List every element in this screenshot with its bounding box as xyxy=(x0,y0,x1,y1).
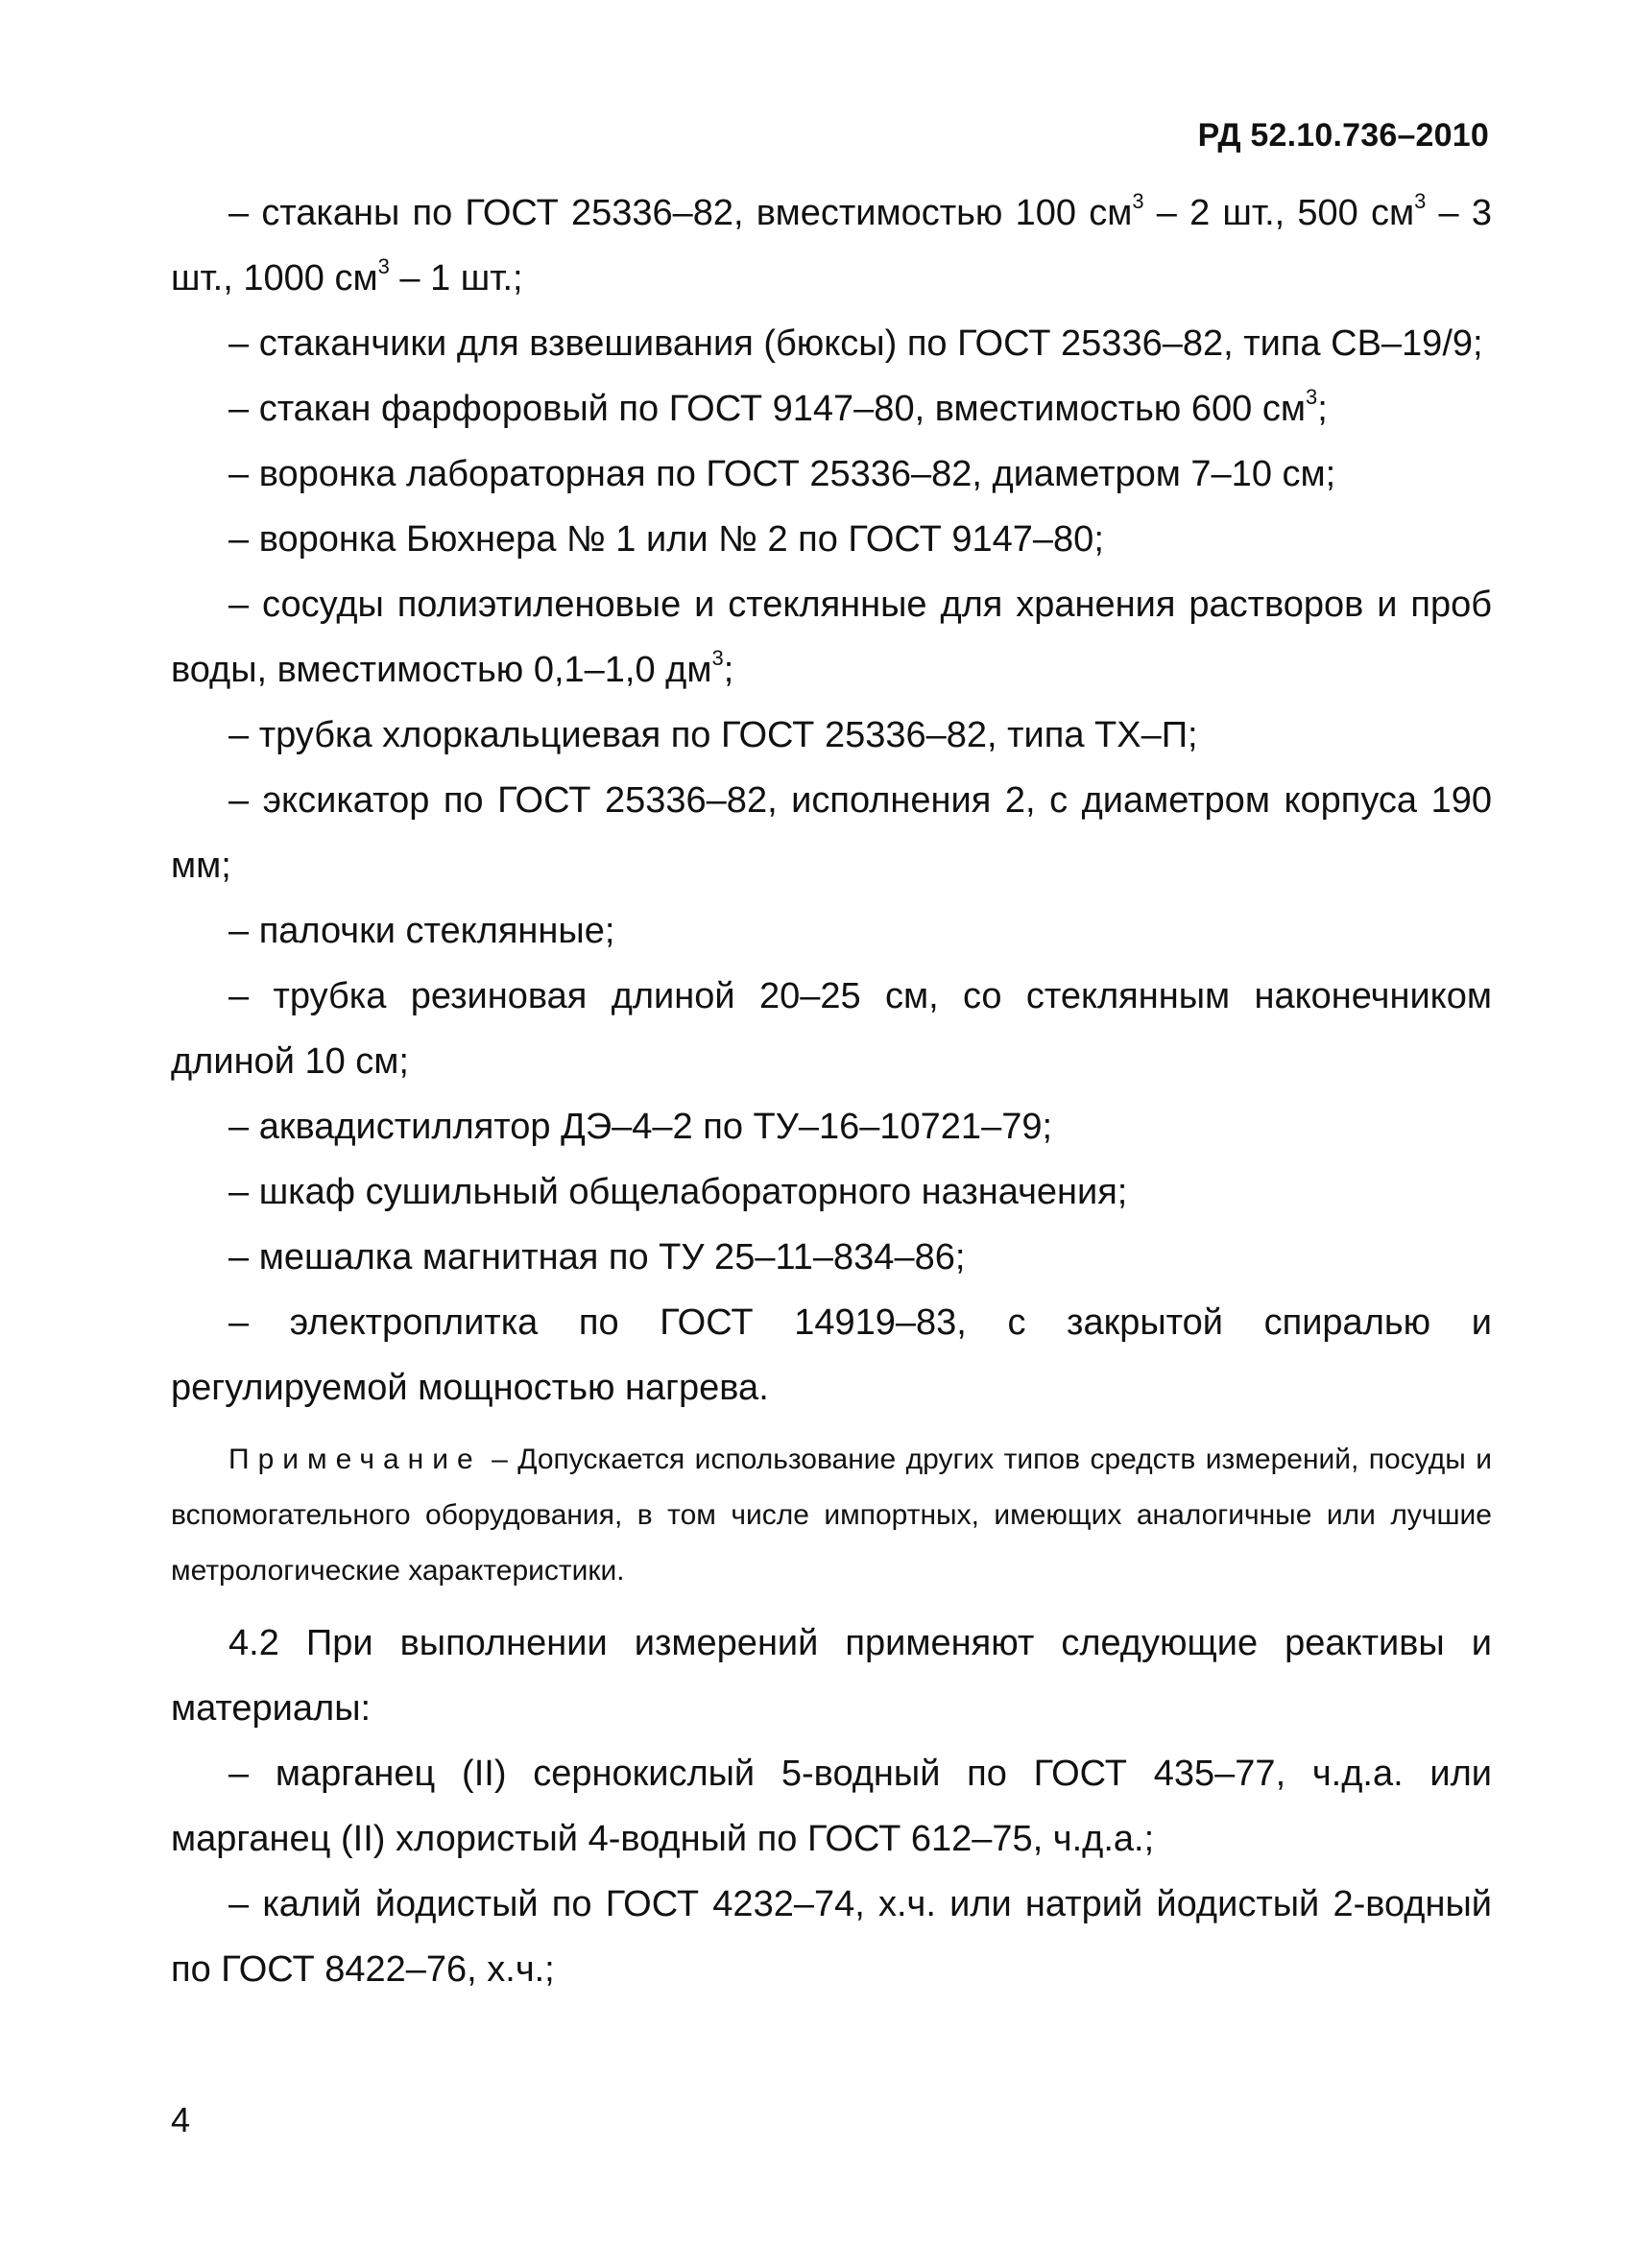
paragraph xyxy=(171,572,1492,703)
superscript: 3 xyxy=(711,646,724,671)
paragraph xyxy=(171,1225,1492,1290)
paragraph xyxy=(171,1094,1492,1159)
text-run: ; xyxy=(1317,389,1328,429)
text-run: – электроплитка по ГОСТ 14919–83, с закрытой спиралью и регулируемой мощностью нагрева. xyxy=(171,1302,1492,1408)
reagents-list xyxy=(171,1611,1492,2002)
paragraph xyxy=(171,1872,1492,2002)
text-run: – стаканы по ГОСТ 25336–82, вместимостью 100 см xyxy=(228,193,1133,233)
text-run: – 2 шт., 500 см xyxy=(1143,193,1415,233)
paragraph xyxy=(171,376,1492,442)
paragraph xyxy=(171,180,1492,311)
paragraph xyxy=(171,768,1492,898)
text-run: – трубка резиновая длиной 20–25 см, со стеклянным наконечником длиной 10 см; xyxy=(171,976,1492,1082)
note-paragraph xyxy=(171,1432,1492,1599)
text-run: – воронка лабораторная по ГОСТ 25336–82, диаметром 7–10 см; xyxy=(228,454,1336,494)
paragraph xyxy=(171,507,1492,572)
text-run: 4.2 При выполнении измерений применяют следующие реактивы и материалы: xyxy=(171,1623,1492,1729)
paragraph xyxy=(171,1290,1492,1420)
paragraph xyxy=(171,442,1492,507)
paragraph xyxy=(171,311,1492,376)
superscript: 3 xyxy=(1414,189,1427,214)
paragraph xyxy=(171,1159,1492,1225)
text-run: – палочки стеклянные; xyxy=(228,911,615,951)
text-run: – аквадистиллятор ДЭ–4–2 по ТУ–16–10721–79; xyxy=(228,1107,1053,1147)
note-label: Примечание xyxy=(228,1444,482,1475)
superscript: 3 xyxy=(1305,385,1318,410)
equipment-list xyxy=(171,180,1492,1420)
superscript: 3 xyxy=(1132,189,1144,214)
text-run: ; xyxy=(723,650,734,690)
text-run: – эксикатор по ГОСТ 25336–82, исполнения 2, с диаметром корпуса 190 мм; xyxy=(171,780,1492,886)
text-run: – стаканчики для взвешивания (бюксы) по ГОСТ 25336–82, типа СВ–19/9; xyxy=(228,323,1483,364)
paragraph xyxy=(171,1611,1492,1741)
note-text: – Допускается использование других типов средств измерений, посуды и вспомогательного оборудования, в том числе импортных, имеющих аналогичные или лучшие метрологические характеристики. xyxy=(171,1444,1492,1587)
text-run: – 3 шт., 1000 см xyxy=(171,193,1493,298)
paragraph xyxy=(171,898,1492,964)
text-run: – воронка Бюхнера № 1 или № 2 по ГОСТ 9147–80; xyxy=(228,519,1104,560)
text-run: – шкаф сушильный общелабораторного назначения; xyxy=(228,1172,1128,1212)
text-run: – мешалка магнитная по ТУ 25–11–834–86; xyxy=(228,1237,966,1277)
text-run: – сосуды полиэтиленовые и стеклянные для хранения растворов и проб воды, вместимостью 0,1–1,0 дм xyxy=(171,585,1492,690)
text-run: – марганец (II) сернокислый 5-водный по ГОСТ 435–77, ч.д.а. или марганец (II) хлористый 4-водный по ГОСТ 612–75, ч.д.а.; xyxy=(171,1754,1492,1859)
text-run: – 1 шт.; xyxy=(389,258,523,298)
paragraph xyxy=(171,964,1492,1094)
document-code-header: РД 52.10.736–2010 xyxy=(1197,117,1489,154)
text-run: – трубка хлоркальциевая по ГОСТ 25336–82, типа ТХ–П; xyxy=(228,715,1198,755)
paragraph xyxy=(171,703,1492,768)
page-number: 4 xyxy=(171,2100,191,2139)
text-run: – стакан фарфоровый по ГОСТ 9147–80, вместимостью 600 см xyxy=(228,389,1306,429)
paragraph xyxy=(171,1741,1492,1872)
superscript: 3 xyxy=(377,254,390,279)
document-body xyxy=(171,180,1492,2002)
text-run: – калий йодистый по ГОСТ 4232–74, х.ч. или натрий йодистый 2-водный по ГОСТ 8422–76, х.ч.; xyxy=(171,1884,1492,1990)
